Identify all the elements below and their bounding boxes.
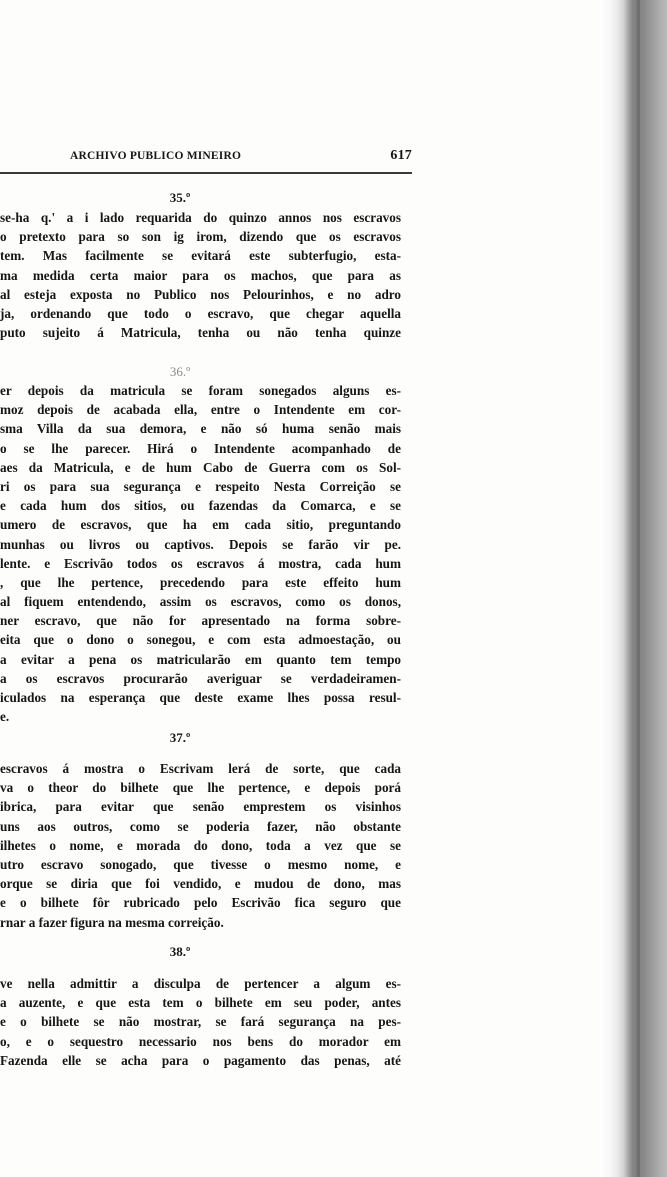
text-line: orque se diria que foi vendido, e mudou de dono, mas <box>0 876 401 892</box>
text-line: uns aos outros, como se poderia fazer, não obstante <box>0 818 401 834</box>
text-line: , que lhe pertence, precedendo para este effeito hum <box>0 574 401 590</box>
section-number: 38.º <box>169 944 191 959</box>
section-number: 37.º <box>169 730 191 745</box>
text-line: lente. e Escrivão todos os escravos á mostra, cada hum <box>0 555 401 571</box>
text-line: moz depois de acabada ella, entre o Intendente em cor- <box>0 402 401 418</box>
text-line: eita que o dono o sonegou, e com esta admoestação, ou <box>0 632 401 648</box>
text-line: aes da Matricula, e de hum Cabo de Guerra com os Sol- <box>0 459 401 475</box>
text-line: al esteja exposta no Publico nos Pelourinhos, e no adro <box>0 286 401 302</box>
text-line: o se lhe parecer. Hirá o Intendente acompanhado de <box>0 440 401 456</box>
page-number: 617 <box>390 148 412 163</box>
text-line: ibrica, para evitar que senão emprestem os visinhos <box>0 799 401 815</box>
text-line: e o bilhete se não mostrar, se fará segurança na pes- <box>0 1014 401 1030</box>
section-number: 35.º <box>169 190 191 205</box>
text-line: ja, ordenando que todo o escravo, que chegar aquella <box>0 305 401 321</box>
text-line: munhas ou livros ou captivos. Depois se farão vir pe. <box>0 536 401 552</box>
section-paragraph <box>0 974 401 1070</box>
text-line: ve nella admittir a disculpa de pertencer a algum es- <box>0 976 401 991</box>
running-header <box>70 146 412 168</box>
text-line: a os escravos procurarão averiguar se verdadeiramen- <box>0 670 401 686</box>
book-gutter-edge <box>637 0 640 1177</box>
section-number: 36.º <box>169 364 191 379</box>
text-line: e o bilhete fôr rubricado pelo Escrivão fica seguro que <box>0 895 401 911</box>
section-paragraph <box>0 759 401 932</box>
header-rule <box>0 172 412 174</box>
book-gutter-shadow <box>600 0 667 1177</box>
text-line: al fiquem entendendo, assim os escravos, como os donos, <box>0 594 401 610</box>
section-paragraph <box>0 208 401 342</box>
text-line: se-ha q.' a i lado requarida do quinzo annos nos escravos <box>0 210 401 225</box>
text-line: iculados na esperança que deste exame lhes possa resul- <box>0 690 401 705</box>
text-line: ri os para sua segurança e respeito Nesta Correição se <box>0 478 401 494</box>
text-line: ilhetes o nome, e morada do dono, toda a vez que se <box>0 837 401 853</box>
text-line: puto sujeito á Matricula, tenha ou não tenha quinze <box>0 325 401 341</box>
text-line: tem. Mas facilmente se evitará este subterfugio, esta- <box>0 248 401 264</box>
text-line: a auzente, e que esta tem o bilhete em seu poder, antes <box>0 995 401 1011</box>
text-line: a evitar a pena os matricularão em quanto tem tempo <box>0 651 401 667</box>
section-paragraph <box>0 381 401 726</box>
text-line: umero de escravos, que ha em cada sitio, preguntando <box>0 517 401 533</box>
text-line: er depois da matricula se foram sonegados alguns es- <box>0 383 401 398</box>
text-line: utro escravo sonogado, que tivesse o mesmo nome, e <box>0 856 401 872</box>
text-line: sma Villa da sua demora, e não só huma senão mais <box>0 421 401 437</box>
text-line: o, e o sequestro necessario nos bens do morador em <box>0 1033 401 1049</box>
text-line: va o theor do bilhete que lhe pertence, e depois porá <box>0 780 401 796</box>
text-line: Fazenda elle se acha para o pagamento das penas, até <box>0 1052 401 1068</box>
text-line: ma medida certa maior para os machos, que para as <box>0 267 401 283</box>
text-line: ner escravo, que não for apresentado na forma sobre- <box>0 613 401 629</box>
text-line: escravos á mostra o Escrivam lerá de sorte, que cada <box>0 761 401 776</box>
text-line: rnar a fazer figura na mesma correição. <box>0 914 224 930</box>
text-line: o pretexto para so son ig irom, dizendo que os escravos <box>0 229 401 245</box>
text-line: e cada hum dos sitios, ou fazendas da Comarca, e se <box>0 498 401 514</box>
text-line: e. <box>0 709 10 725</box>
running-title: ARCHIVO PUBLICO MINEIRO <box>70 150 242 162</box>
